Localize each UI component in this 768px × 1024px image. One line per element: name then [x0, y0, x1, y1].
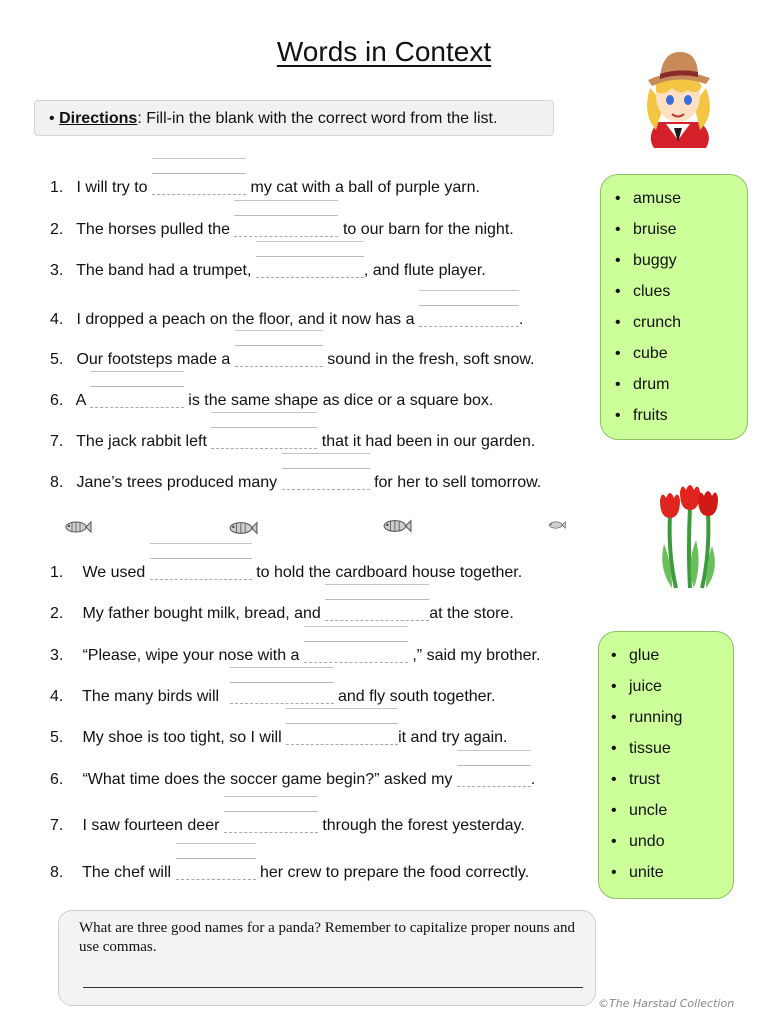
sentence-row — [50, 348, 534, 372]
word-item: • unite — [599, 857, 733, 888]
sentence-text-after: at the store. — [429, 605, 514, 622]
sentence-text-before: I saw fourteen deer — [82, 817, 220, 834]
sentence-text-after: to hold the cardboard house together. — [256, 564, 523, 581]
word-list-box-1 — [600, 174, 748, 440]
fish-divider-icon — [382, 518, 412, 534]
sentence-row — [50, 814, 525, 838]
sentence-number: 3. — [50, 647, 64, 664]
word-item: • fruits — [601, 400, 747, 431]
answer-blank[interactable] — [150, 558, 252, 580]
sentence-text-after: is the same shape as dice or a square box. — [188, 392, 494, 409]
directions-label: Directions — [59, 110, 138, 127]
sentence-number: 1. — [50, 564, 64, 581]
sentence-text-after: and fly south together. — [338, 688, 496, 705]
answer-blank[interactable] — [282, 468, 370, 490]
sentence-row — [50, 768, 535, 792]
sentence-number: 5. — [50, 729, 64, 746]
sentence-row — [50, 259, 486, 283]
answer-blank[interactable] — [234, 215, 338, 237]
word-item: • juice — [599, 671, 733, 702]
sentence-row — [50, 389, 493, 413]
sentence-text-after: it and try again. — [398, 729, 508, 746]
sentence-row — [50, 218, 514, 242]
sentence-row — [50, 861, 529, 885]
sentence-row — [50, 308, 523, 332]
word-item: • buggy — [601, 245, 747, 276]
sentence-row — [50, 685, 495, 709]
sentence-number: 4. — [50, 688, 64, 705]
sentence-row — [50, 176, 480, 200]
sentence-number: 6. — [50, 771, 64, 788]
sentence-number: 2. — [50, 221, 64, 238]
sentence-text-before: Our footsteps made a — [76, 351, 231, 368]
answer-blank[interactable] — [176, 858, 256, 880]
sentence-row — [50, 430, 535, 454]
sentence-text-before: I dropped a peach on the floor, and it now has a — [76, 311, 415, 328]
fish-divider-icon — [548, 520, 566, 530]
sentence-text-before: “What time does the soccer game begin?” asked my — [82, 771, 453, 788]
answer-blank[interactable] — [419, 305, 519, 327]
answer-blank[interactable] — [235, 345, 323, 367]
sentence-text-after: for her to sell tomorrow. — [374, 474, 542, 491]
word-item: • tissue — [599, 733, 733, 764]
answer-blank[interactable] — [304, 641, 408, 663]
sentence-number: 6. — [50, 392, 64, 409]
directions-bullet: • — [49, 110, 55, 127]
sentence-text-before: The horses pulled the — [76, 221, 231, 238]
sentence-text-before: I will try to — [76, 179, 148, 196]
sentence-text-after: her crew to prepare the food correctly. — [259, 864, 530, 881]
sentence-text-before: The jack rabbit left — [76, 433, 207, 450]
sentence-row — [50, 561, 522, 585]
sentence-text-before: My shoe is too tight, so I will — [82, 729, 282, 746]
sentence-text-after: , and flute player. — [363, 262, 486, 279]
sentence-text-after: sound in the fresh, soft snow. — [327, 351, 535, 368]
sentence-text-before: The chef will — [82, 864, 172, 881]
word-list-box-2 — [598, 631, 734, 899]
answer-blank[interactable] — [457, 765, 531, 787]
answer-blank[interactable] — [230, 682, 334, 704]
word-item: • running — [599, 702, 733, 733]
sentence-number: 3. — [50, 262, 64, 279]
sentence-text-before: Jane’s trees produced many — [76, 474, 278, 491]
sentence-text-after: my cat with a ball of purple yarn. — [250, 179, 480, 196]
writing-prompt-text: What are three good names for a panda? Remember to capitalize proper nouns and use commas. — [79, 920, 576, 955]
writing-answer-line[interactable] — [83, 987, 583, 988]
sentence-text-after: through the forest yesterday. — [322, 817, 525, 834]
sentence-row — [50, 471, 541, 495]
fish-divider-icon — [64, 520, 92, 534]
fish-divider-icon — [228, 520, 258, 536]
word-item: • cube — [601, 338, 747, 369]
copyright-notice: ©The Harstad Collection — [598, 997, 735, 1010]
answer-blank[interactable] — [325, 599, 429, 621]
sentence-number: 2. — [50, 605, 64, 622]
sentence-text-after: . — [530, 771, 536, 788]
answer-blank[interactable] — [256, 256, 364, 278]
sentence-text-after: . — [518, 311, 524, 328]
sentence-text-before: My father bought milk, bread, and — [82, 605, 321, 622]
word-item: • drum — [601, 369, 747, 400]
sentence-text-before: We used — [82, 564, 146, 581]
sentence-number: 8. — [50, 864, 64, 881]
girl-illustration — [636, 44, 720, 148]
answer-blank[interactable] — [224, 811, 318, 833]
sentence-number: 5. — [50, 351, 64, 368]
sentence-text-before: The many birds will — [82, 688, 220, 705]
sentence-number: 1. — [50, 179, 64, 196]
writing-prompt-box — [58, 910, 596, 1006]
sentence-row — [50, 644, 540, 668]
directions-box — [34, 100, 554, 136]
word-item: • glue — [599, 640, 733, 671]
sentence-number: 8. — [50, 474, 64, 491]
sentence-row — [50, 726, 508, 750]
page-title: Words in Context — [276, 36, 492, 67]
word-item: • amuse — [601, 183, 747, 214]
answer-blank[interactable] — [90, 386, 184, 408]
word-item: • undo — [599, 826, 733, 857]
word-item: • trust — [599, 764, 733, 795]
word-item: • crunch — [601, 307, 747, 338]
sentence-number: 4. — [50, 311, 64, 328]
sentence-text-before: The band had a trumpet, — [76, 262, 252, 279]
sentence-row — [50, 602, 514, 626]
word-item: • clues — [601, 276, 747, 307]
answer-blank[interactable] — [286, 723, 398, 745]
tulips-illustration — [650, 484, 722, 592]
word-item: • uncle — [599, 795, 733, 826]
sentence-number: 7. — [50, 433, 64, 450]
sentence-text-before: “Please, wipe your nose with a — [82, 647, 300, 664]
sentence-text-before: A — [75, 392, 86, 409]
word-item: • bruise — [601, 214, 747, 245]
sentence-number: 7. — [50, 817, 64, 834]
sentence-text-after: ,” said my brother. — [412, 647, 541, 664]
answer-blank[interactable] — [211, 427, 317, 449]
directions-text: : Fill-in the blank with the correct word from the list. — [137, 110, 498, 127]
sentence-text-after: to our barn for the night. — [342, 221, 514, 238]
answer-blank[interactable] — [152, 173, 246, 195]
sentence-text-after: that it had been in our garden. — [321, 433, 536, 450]
